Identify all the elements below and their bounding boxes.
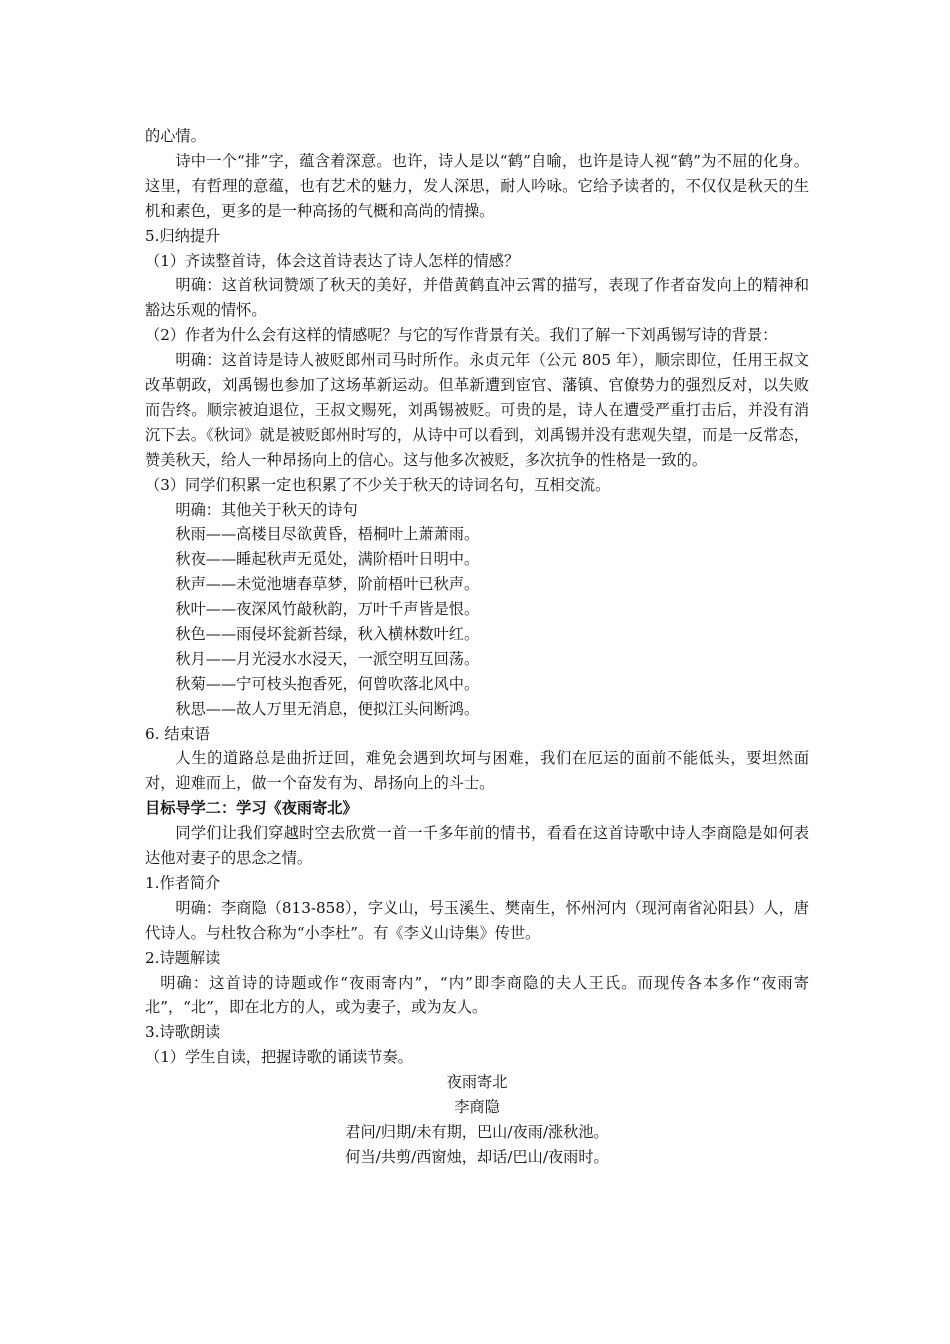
poem-quote-line: 秋声——未觉池塘春草梦，阶前梧叶已秋声。 bbox=[175, 575, 480, 594]
section-heading: 5.归纳提升 bbox=[145, 226, 221, 245]
poem-author: 李商隐 bbox=[454, 1098, 500, 1117]
answer-paragraph: 明确：这首诗的诗题或作“夜雨寄内”，“内”即李商隐的夫人王氏。而现传各本多作“夜雨寄北”，“北”，即在北方的人，或为妻子，或为友人。 bbox=[145, 973, 809, 1017]
answer-line: 明确：其他关于秋天的诗句 bbox=[175, 500, 358, 519]
poem-quote-line: 秋月——月光浸水水浸天，一派空明互回荡。 bbox=[175, 649, 480, 668]
poem-quote-line: 秋色——雨侵坏瓮新苔绿，秋入横林数叶红。 bbox=[175, 624, 480, 643]
section-heading: 6. 结束语 bbox=[145, 724, 210, 743]
document-page bbox=[145, 124, 809, 1170]
answer-paragraph: 明确：这首秋词赞颂了秋天的美好，并借黄鹤直冲云霄的描写，表现了作者奋发向上的精神和豁达乐观的情怀。 bbox=[145, 276, 809, 320]
question-item: （3）同学们积累一定也积累了不少关于秋天的诗词名句，互相交流。 bbox=[145, 475, 611, 494]
question-item: （1）齐读整首诗，体会这首诗表达了诗人怎样的情感？ bbox=[145, 251, 520, 270]
answer-paragraph: 明确：这首诗是诗人被贬郎州司马时所作。永贞元年（公元 805 年），顺宗即位，任用王叔文改革朝政，刘禹锡也参加了这场革新运动。但革新遭到宦官、藩镇、官僚势力的强烈反对，以失败而告终。顺宗被迫退位，王叔文赐死，刘禹锡被贬。可贵的是，诗人在遭受严重打击后，并没有消沉下去。《秋词》就是被贬郎州时写的，从诗中可以看到，刘禹锡并没有悲观失望，而是一反常态，赞美秋天，给人一种昂扬向上的信心。这与他多次被贬，多次抗争的性格是一致的。 bbox=[145, 351, 809, 469]
section-heading: 2.诗题解读 bbox=[145, 948, 221, 967]
poem-quote-line: 秋菊——宁可枝头抱香死，何曾吹落北风中。 bbox=[175, 674, 480, 693]
question-item: （1）学生自读，把握诗歌的诵读节奏。 bbox=[145, 1048, 413, 1067]
poem-title: 夜雨寄北 bbox=[446, 1073, 508, 1092]
section-heading: 1.作者简介 bbox=[145, 873, 221, 892]
section-heading: 3.诗歌朗读 bbox=[145, 1023, 221, 1042]
paragraph: 人生的道路总是曲折迂回，难免会遇到坎坷与困难，我们在厄运的面前不能低头，要坦然面对，迎难而上，做一个奋发有为、昂扬向上的斗士。 bbox=[145, 749, 809, 793]
paragraph: 诗中一个“排”字，蕴含着深意。也许，诗人是以“鹤”自喻，也许是诗人视“鹤”为不屈的化身。这里，有哲理的意蕴，也有艺术的魅力，发人深思，耐人吟咏。它给予读者的，不仅仅是秋天的生机和素色，更多的是一种高扬的气概和高尚的情操。 bbox=[145, 151, 809, 220]
answer-paragraph: 明确：李商隐（813-858），字义山，号玉溪生、樊南生，怀州河内（现河南省沁阳县）人，唐代诗人。与杜牧合称为“小李杜”。有《李义山诗集》传世。 bbox=[145, 898, 809, 942]
poem-line: 何当/共剪/西窗烛，却话/巴山/夜雨时。 bbox=[345, 1147, 609, 1166]
goal-heading: 目标导学二：学习《夜雨寄北》 bbox=[145, 799, 358, 818]
paragraph: 同学们让我们穿越时空去欣赏一首一千多年前的情书，看看在这首诗歌中诗人李商隐是如何表达他对妻子的思念之情。 bbox=[145, 824, 809, 868]
question-item: （2）作者为什么会有这样的情感呢？与它的写作背景有关。我们了解一下刘禹锡写诗的背景： bbox=[145, 326, 778, 345]
text-line: 的心情。 bbox=[145, 127, 206, 145]
poem-quote-line: 秋雨——高楼目尽欲黄昏，梧桐叶上萧萧雨。 bbox=[175, 525, 480, 544]
poem-quote-line: 秋叶——夜深风竹敲秋韵，万叶千声皆是恨。 bbox=[175, 600, 480, 619]
poem-quote-line: 秋夜——睡起秋声无觅处，满阶梧叶日明中。 bbox=[175, 550, 480, 569]
poem-line: 君问/归期/未有期，巴山/夜雨/涨秋池。 bbox=[345, 1122, 609, 1141]
poem-quote-line: 秋思——故人万里无消息，便拟江头问断鸿。 bbox=[175, 699, 480, 718]
